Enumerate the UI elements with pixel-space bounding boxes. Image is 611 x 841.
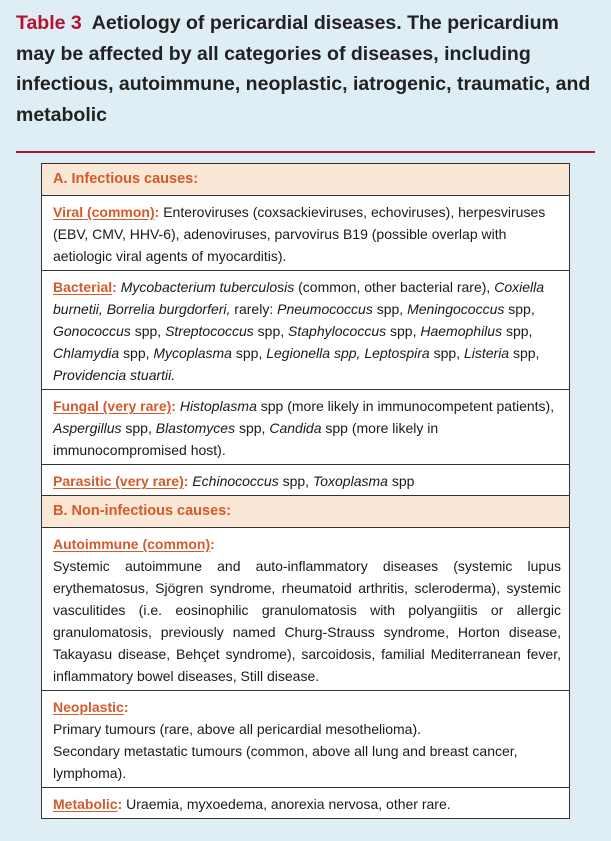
metabolic-colon: : [117,796,123,812]
table-caption [16,8,601,130]
section-noninfectious-header: B. Non-infectious causes: [42,496,569,528]
bacterial-text: spp, [502,323,533,339]
bacterial-organism: Mycoplasma [153,345,232,361]
table-label: Table 3 [16,12,82,34]
bacterial-text: spp, [504,301,535,317]
fungal-text: spp (more likely in immunocompetent patients), [256,398,555,414]
metabolic-heading: Metabolic [53,796,118,812]
aetiology-table [41,163,570,819]
fungal-organism: Aspergillus [53,420,122,436]
row-metabolic [42,788,569,819]
bacterial-text: spp, [509,345,540,361]
table-title: Aetiology of pericardial diseases. The pericardium may be affected by all categories of diseases, including infectious, autoimmune, neoplastic, iatrogenic, traumatic, and metabolic [16,12,591,126]
bacterial-organism: Staphylococcus [288,323,387,339]
row-parasitic [42,465,569,496]
neoplastic-secondary: Secondary metastatic tumours (common, above all lung and breast cancer, lymphoma). [53,743,518,781]
bacterial-organism: Gonococcus [53,323,131,339]
bacterial-organism: Providencia stuartii. [53,367,176,383]
neoplastic-colon: : [123,699,129,715]
viral-colon: : [154,204,160,220]
row-viral [42,196,569,271]
neoplastic-heading: Neoplastic [53,699,124,715]
fungal-heading: Fungal (very rare) [53,398,172,414]
bacterial-organism: Chlamydia [53,345,120,361]
autoimmune-colon: : [210,536,215,552]
autoimmune-text: Systemic autoimmune and auto-inflammatory diseases (systemic lupus erythematosus, Sjögren syndrome, rheumatoid arthritis, scleroderma), systemic vasculitides (i.e. eosinophilic granulomatosis with polyangiitis or allergic granulomatosis, previously named Churg-Strauss syndrome, Horton disease, Takayasu disease, Behçet syndrome), sarcoidosis, familial Mediterranean fever, inflammatory bowel diseases, Still disease. [53,558,561,684]
fungal-organism: Blastomyces [155,420,236,436]
bacterial-heading: Bacterial [53,279,113,295]
bacterial-text: (common, other bacterial rare), [294,279,495,295]
bacterial-organism: Streptococcus [165,323,254,339]
bacterial-text: spp, [372,301,408,317]
metabolic-text: Uraemia, myxoedema, anorexia nervosa, other rare. [122,796,451,812]
bacterial-text: spp, [231,345,267,361]
bacterial-text: spp, [429,345,464,361]
parasitic-text: spp [387,473,415,489]
neoplastic-primary: Primary tumours (rare, above all pericardial mesothelioma). [53,721,422,737]
parasitic-organism: Echinococcus [192,473,279,489]
bacterial-organism: Haemophilus [420,323,503,339]
bacterial-text: spp, [130,323,166,339]
bacterial-text: spp, [119,345,154,361]
row-autoimmune [42,528,569,691]
fungal-colon: : [171,398,176,414]
viral-heading: Viral (common) [53,204,155,220]
bacterial-text: spp, [386,323,421,339]
bacterial-organism: Coxiella burnetii, Borrelia burgdorferi, [53,279,545,317]
bacterial-organism: Pneumococcus [277,301,373,317]
parasitic-text: spp, [278,473,313,489]
row-bacterial [42,271,569,390]
bacterial-organism: Meningococcus [407,301,505,317]
fungal-text: spp, [121,420,156,436]
section-infectious-header: A. Infectious causes: [42,164,569,196]
bacterial-text: rarely: [230,301,278,317]
caption-divider [16,151,595,153]
autoimmune-heading: Autoimmune (common) [53,536,211,552]
bacterial-colon: : [112,279,117,295]
fungal-text: spp (more likely in immunocompromised host). [53,420,439,458]
fungal-organism: Candida [269,420,322,436]
parasitic-heading: Parasitic (very rare) [53,473,184,489]
parasitic-organism: Toxoplasma [312,473,388,489]
row-neoplastic [42,691,569,788]
bacterial-organism: Listeria [463,345,510,361]
bacterial-text: spp, [253,323,289,339]
parasitic-colon: : [183,473,189,489]
bacterial-organism: Mycobacterium tuberculosis [120,279,295,295]
row-fungal [42,390,569,465]
bacterial-organism: Leptospira [364,345,430,361]
fungal-organism: Histoplasma [179,398,257,414]
fungal-text: spp, [235,420,270,436]
viral-text: Enteroviruses (coxsackieviruses, echoviruses), herpesviruses (EBV, CMV, HHV-6), adenoviruses, parvovirus B19 (possible overlap with aetiologic viral agents of myocarditis). [53,204,546,264]
bacterial-organism: Legionella spp, [266,345,361,361]
